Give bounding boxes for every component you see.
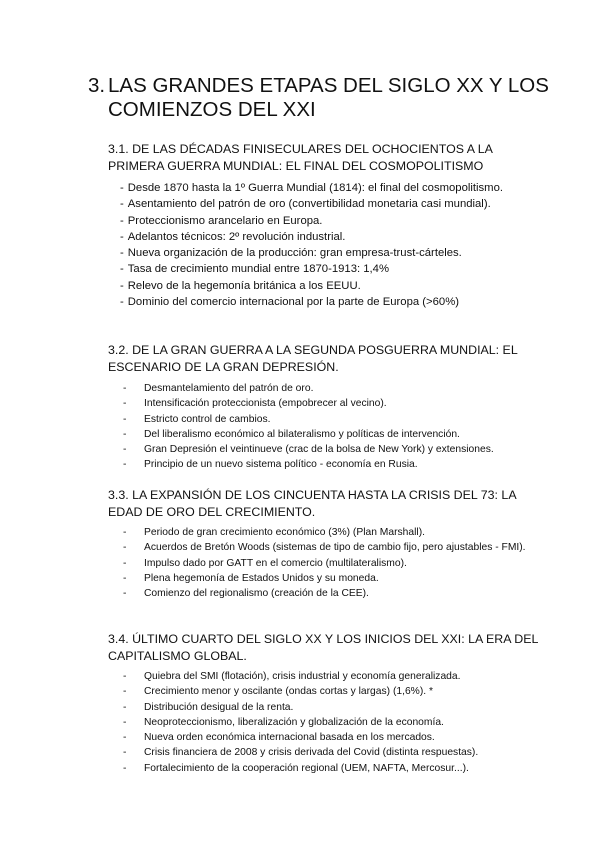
bullet-dash: - [123, 527, 127, 538]
section-3-2-list [123, 381, 543, 473]
list-item: - Distribución desigual de la renta. [123, 700, 543, 715]
list-item: - Neoproteccionismo, liberalización y globalización de la economía. [123, 715, 543, 730]
list-item: - Fortalecimiento de la cooperación regional (UEM, NAFTA, Mercosur...). [123, 761, 543, 776]
bullet-dash: - [123, 686, 127, 698]
bullet-dash: - [120, 198, 124, 211]
list-item: - Dominio del comercio internacional por la parte de Europa (>60%) [120, 296, 460, 309]
bullet-dash: - [123, 542, 127, 554]
section-3-4-list [123, 669, 543, 776]
main-title [88, 74, 568, 122]
list-item: - Estricto control de cambios. [123, 412, 543, 427]
section-3-3-list [123, 525, 543, 601]
bullet-dash: - [123, 671, 127, 682]
main-title-text: LAS GRANDES ETAPAS DEL SIGLO XX Y LOS COMIENZOS DEL XXI [108, 74, 549, 121]
bullet-dash: - [123, 428, 127, 440]
bullet-dash: - [123, 413, 127, 425]
bullet-dash: - [123, 701, 127, 713]
list-item: - Principio de un nuevo sistema político - economía en Rusia. [123, 457, 543, 472]
list-item: - Proteccionismo arancelario en Europa. [120, 214, 323, 227]
section-3-1-list [120, 180, 540, 310]
bullet-dash: - [120, 214, 124, 227]
bullet-dash: - [123, 459, 127, 471]
list-item: - Comienzo del regionalismo (creación de la CEE). [123, 586, 543, 601]
section-heading-3-2: 3.2. DE LA GRAN GUERRA A LA SEGUNDA POSGUERRA MUNDIAL: EL ESCENARIO DE LA GRAN DEPRESIÓN. [108, 343, 518, 374]
list-item: - Gran Depresión el veintinueve (crac de la bolsa de New York) y extensiones. [123, 442, 543, 457]
bullet-dash: - [123, 747, 127, 759]
list-item: - Tasa de crecimiento mundial entre 1870-1913: 1,4% [120, 263, 390, 276]
list-item: - Impulso dado por GATT en el comercio (multilateralismo). [123, 556, 543, 571]
list-item: - Desmantelamiento del patrón de oro. [123, 381, 543, 396]
list-item: - Asentamiento del patrón de oro (convertibilidad monetaria casi mundial). [120, 198, 491, 211]
list-item: - Relevo de la hegemonía británica a los EEUU. [120, 279, 361, 292]
bullet-dash: - [123, 383, 127, 394]
list-item: - Plena hegemonía de Estados Unidos y su moneda. [123, 571, 543, 586]
bullet-dash: - [120, 247, 124, 260]
bullet-dash: - [120, 279, 124, 292]
bullet-dash: - [123, 572, 127, 584]
bullet-dash: - [123, 557, 127, 569]
main-title-number: 3. [88, 74, 106, 97]
section-heading-3-3: 3.3. LA EXPANSIÓN DE LOS CINCUENTA HASTA LA CRISIS DEL 73: LA EDAD DE ORO DEL CRECIMIENTO. [108, 488, 516, 519]
list-item: - Crecimiento menor y oscilante (ondas cortas y largas) (1,6%). * [123, 684, 543, 699]
list-item: - Nueva orden económica internacional basada en los mercados. [123, 730, 543, 745]
section-heading-3-1: 3.1. DE LAS DÉCADAS FINISECULARES DEL OCHOCIENTOS A LA PRIMERA GUERRA MUNDIAL: EL FINAL DEL COSMOPOLITISMO [108, 142, 493, 173]
bullet-dash: - [120, 263, 124, 276]
bullet-dash: - [123, 716, 127, 728]
bullet-dash: - [123, 588, 127, 600]
list-item: - Intensificación proteccionista (empobrecer al vecino). [123, 396, 543, 411]
bullet-dash: - [123, 762, 127, 774]
list-item: - Quiebra del SMI (flotación), crisis industrial y economía generalizada. [123, 669, 543, 684]
list-item: - Nueva organización de la producción: gran empresa-trust-cárteles. [120, 247, 462, 260]
list-item: - Crisis financiera de 2008 y crisis derivada del Covid (distinta respuestas). [123, 745, 543, 760]
list-item: - Desde 1870 hasta la 1º Guerra Mundial (1814): el final del cosmopolitismo. [120, 182, 504, 194]
bullet-dash: - [120, 182, 124, 194]
section-heading-3-4: 3.4. ÚLTIMO CUARTO DEL SIGLO XX Y LOS INICIOS DEL XXI: LA ERA DEL CAPITALISMO GLOBAL. [108, 632, 538, 663]
bullet-dash: - [123, 444, 127, 456]
list-item: - Adelantos técnicos: 2º revolución industrial. [120, 230, 346, 243]
list-item: - Periodo de gran crecimiento económico (3%) (Plan Marshall). [123, 525, 543, 540]
list-item: - Del liberalismo económico al bilateralismo y políticas de intervención. [123, 427, 543, 442]
bullet-dash: - [123, 732, 127, 744]
bullet-dash: - [120, 230, 124, 243]
bullet-dash: - [123, 398, 127, 410]
list-item: - Acuerdos de Bretón Woods (sistemas de tipo de cambio fijo, pero ajustables - FMI). [123, 540, 543, 555]
bullet-dash: - [120, 296, 124, 309]
